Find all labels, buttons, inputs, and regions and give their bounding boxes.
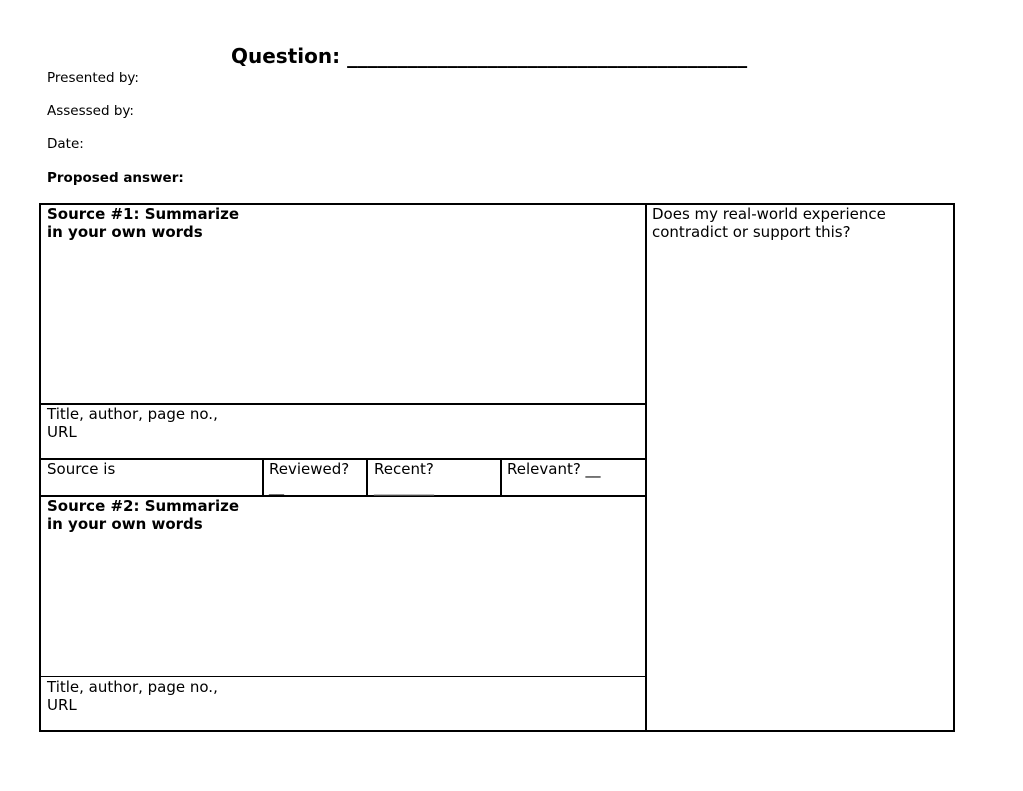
source-evaluation-table [39,203,955,732]
reviewed-blank: __ [269,478,284,496]
source1-summary-heading: Source #1: Summarize in your own words [47,205,240,241]
cell-divider-recent [366,458,368,497]
cell-divider-relevant [500,458,502,497]
recent-blank: ________ [374,478,434,496]
experience-prompt: Does my real-world experience contradict or support this? [652,205,886,241]
source1-citation-label: Title, author, page no., URL [47,405,218,441]
presented-by-label: Presented by: [47,70,139,86]
source-is-label: Source is [47,460,116,478]
column-divider [645,205,647,730]
row-divider-citation2 [41,676,645,677]
cell-divider-reviewed [262,458,264,497]
question-title: Question: ________________________________________ [231,44,748,68]
recent-label: Recent? [374,460,434,478]
relevant-label: Relevant? __ [507,460,601,478]
proposed-answer-label: Proposed answer: [47,170,184,186]
assessed-by-label: Assessed by: [47,103,134,119]
source2-citation-label: Title, author, page no., URL [47,678,218,714]
source2-summary-heading: Source #2: Summarize in your own words [47,497,240,533]
date-label: Date: [47,136,84,152]
reviewed-label: Reviewed? [269,460,350,478]
